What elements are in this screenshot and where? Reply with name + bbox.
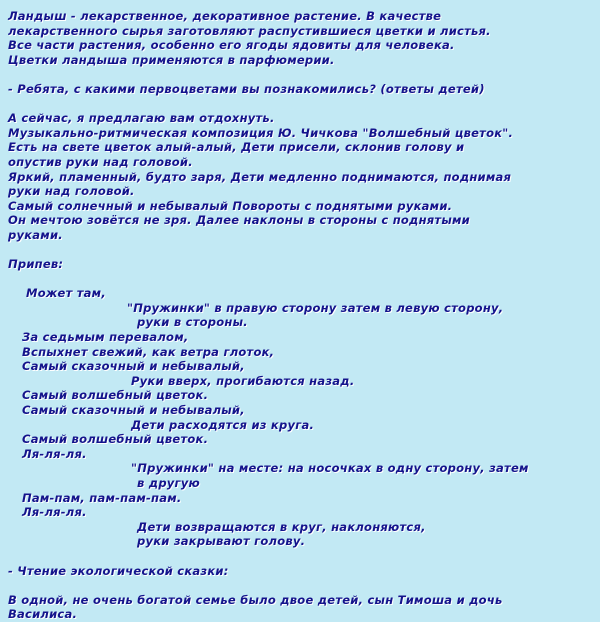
- spacer: [8, 272, 594, 287]
- rest-line-2: Музыкально-ритмическая композиция Ю. Чичкова "Волшебный цветок".: [8, 125, 514, 140]
- rest-line-5: Яркий, пламенный, будто заря, Дети медленно поднимаются, поднимая: [8, 169, 512, 184]
- question-line: - Ребята, с какими первоцветами вы познакомились? (ответы детей): [8, 81, 485, 96]
- chorus-line-4: Самый сказочный и небывалый,: [22, 359, 245, 374]
- chorus-line-7: Самый волшебный цветок.: [22, 432, 209, 447]
- reading-heading: - Чтение экологической сказки:: [8, 563, 229, 578]
- chorus-direction-4b: в другую: [137, 476, 200, 490]
- rest-line-3: Есть на свете цветок алый-алый, Дети присели, склонив голову и: [8, 140, 465, 155]
- chorus-line-6: Самый сказочный и небывалый,: [22, 403, 245, 418]
- chorus-line-8: Ля-ля-ля.: [22, 446, 87, 461]
- chorus-label: Припев:: [8, 257, 64, 272]
- chorus-line-1: Может там,: [26, 286, 106, 301]
- chorus-direction-2: Руки вверх, прогибаются назад.: [131, 373, 355, 388]
- story-line-1: В одной, не очень богатой семье было двое детей, сын Тимоша и дочь: [8, 592, 503, 607]
- lily-line-3: Все части растения, особенно его ягоды ядовиты для человека.: [8, 38, 455, 53]
- story-line-2: Василиса.: [8, 607, 78, 622]
- rest-line-6: руки над головой.: [8, 184, 135, 199]
- chorus-direction-5b: руки закрывают голову.: [137, 534, 306, 549]
- chorus-direction-5: Дети возвращаются в круг, наклоняются,: [137, 519, 426, 534]
- chorus-direction-4: "Пружинки" на месте: на носочках в одну сторону, затем: [131, 461, 529, 476]
- chorus-line-3: Вспыхнет свежий, как ветра глоток,: [22, 344, 275, 359]
- rest-line-9: руками.: [8, 227, 63, 242]
- lily-line-2: лекарственного сырья заготовляют распустившиеся цветки и листья.: [8, 23, 491, 38]
- chorus-direction-1b: руки в стороны.: [137, 315, 248, 330]
- chorus-line-9: Пам-пам, пам-пам-пам.: [22, 490, 182, 505]
- chorus-line-5: Самый волшебный цветок.: [22, 388, 209, 403]
- rest-line-1: А сейчас, я предлагаю вам отдохнуть.: [8, 111, 275, 126]
- spacer: [8, 97, 594, 112]
- lily-line-4: Цветки ландыша применяются в парфюмерии.: [8, 52, 335, 67]
- chorus-line-2: За седьмым перевалом,: [22, 330, 189, 345]
- rest-line-8: Он мечтою зовётся не зря. Далее наклоны в стороны с поднятыми: [8, 213, 470, 228]
- spacer: [8, 67, 594, 82]
- lily-line-1: Ландыш - лекарственное, декоративное растение. В качестве: [8, 9, 442, 23]
- spacer: [8, 549, 594, 564]
- rest-line-7: Самый солнечный и небывалый Повороты с поднятыми руками.: [8, 198, 453, 213]
- rest-line-4: опустив руки над головой.: [8, 154, 193, 169]
- chorus-direction-3: Дети расходятся из круга.: [131, 417, 315, 432]
- spacer: [8, 243, 594, 258]
- spacer: [8, 578, 594, 593]
- chorus-line-10: Ля-ля-ля.: [22, 505, 87, 520]
- chorus-direction-1: "Пружинки" в правую сторону затем в левую сторону,: [127, 300, 504, 315]
